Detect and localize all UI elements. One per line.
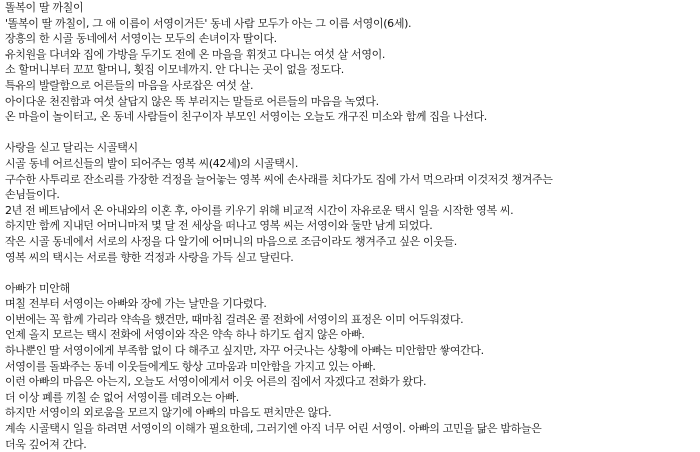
paragraph-line: 계속 시골택시 일을 하려면 서영이의 이해가 필요한데, 그러기엔 아직 너무 어린 서영이. 아빠의 고민을 닮은 밤하늘은: [5, 422, 542, 436]
paragraph-line: 하나뿐인 딸 서영이에게 부족함 없이 다 해주고 싶지만, 자꾸 어긋나는 상황에 아빠는 미안함만 쌓여간다.: [5, 344, 484, 358]
paragraph-line: 온 마을이 놀이터고, 온 동네 사람들이 친구이자 부모인 서영이는 오늘도 개구진 미소와 함께 집을 나선다.: [5, 110, 487, 124]
paragraph-line: 유치원을 다녀와 집에 가방을 두기도 전에 온 마을을 휘젓고 다니는 여섯 살 서영이.: [5, 47, 386, 61]
paragraph-line: 소 할머니부터 꼬꼬 할머니, 횟집 이모네까지. 안 다니는 곳이 없을 정도다.: [5, 63, 344, 77]
document-body: [5, 0, 698, 452]
section-spacer: [5, 265, 698, 281]
section-1: [5, 0, 698, 125]
paragraph-line: 장흥의 한 시골 동네에서 서영이는 모두의 손녀이자 딸이다.: [5, 32, 277, 46]
section-heading: 사랑을 싣고 달리는 시골택시: [5, 141, 138, 155]
section-spacer: [5, 125, 698, 141]
paragraph-line: 하지만 서영이의 외로움을 모르지 않기에 아빠의 마음도 편치만은 않다.: [5, 406, 332, 420]
paragraph-line: 구수한 사투리로 잔소리를 가장한 걱정을 늘어놓는 영복 씨에 손사래를 치다가도 집에 가서 먹으라며 이것저것 챙겨주는: [5, 172, 553, 186]
paragraph-line: 이번에는 꼭 함께 가리라 약속을 했건만, 때마침 걸려온 콜 전화에 서영이의 표정은 이미 어두워졌다.: [5, 312, 464, 326]
paragraph-line: 특유의 발랄함으로 어른들의 마음을 사로잡은 여섯 살.: [5, 78, 254, 92]
paragraph-line: 더욱 깊어져 간다.: [5, 437, 87, 451]
section-3: [5, 281, 698, 452]
paragraph-line: 작은 시골 동네에서 서로의 사정을 다 알기에 어머니의 마음으로 조금이라도 챙겨주고 싶은 이웃들.: [5, 234, 457, 248]
paragraph-line: 언제 올지 모르는 택시 전화에 서영이와 작은 약속 하나 하기도 쉽지 않은 아빠.: [5, 328, 365, 342]
paragraph-line: 아이다운 천진함과 여섯 살답지 않은 똑 부러지는 말들로 어른들의 마음을 녹였다.: [5, 94, 379, 108]
paragraph-line: 며칠 전부터 서영이는 아빠와 장에 가는 날만을 기다렸다.: [5, 297, 267, 311]
section-heading: 아빠가 미안해: [5, 281, 70, 295]
paragraph-line: 2년 전 베트남에서 온 아내와의 이혼 후, 아이를 키우기 위해 비교적 시간이 자유로운 택시 일을 시작한 영복 씨.: [5, 203, 514, 217]
paragraph-line: 서영이를 돌봐주는 동네 이웃들에게도 항상 고마움과 미안함을 가지고 있는 아빠.: [5, 359, 376, 373]
paragraph-line: 시골 동네 어르신들의 발이 되어주는 영복 씨(42세)의 시골택시.: [5, 156, 298, 170]
paragraph-line: '똘복이 딸 까칠이, 그 애 이름이 서영이거든' 동네 사람 모두가 아는 그 이름 서영이(6세).: [5, 16, 412, 30]
section-2: [5, 140, 698, 265]
paragraph-line: 손님들이다.: [5, 188, 60, 202]
paragraph-line: 더 이상 폐를 끼칠 순 없어 서영이를 데려오는 아빠.: [5, 390, 239, 404]
paragraph-line: 영복 씨의 택시는 서로를 향한 걱정과 사랑을 가득 싣고 달린다.: [5, 250, 294, 264]
section-heading: 똘복이 딸 까칠이: [5, 1, 84, 14]
paragraph-line: 하지만 함께 지내던 어머니마저 몇 달 전 세상을 떠나고 영복 씨는 서영이와 둘만 남게 되었다.: [5, 219, 433, 233]
paragraph-line: 이런 아빠의 마음은 아는지, 오늘도 서영이에게서 이웃 어른의 집에서 자겠다고 전화가 왔다.: [5, 375, 427, 389]
